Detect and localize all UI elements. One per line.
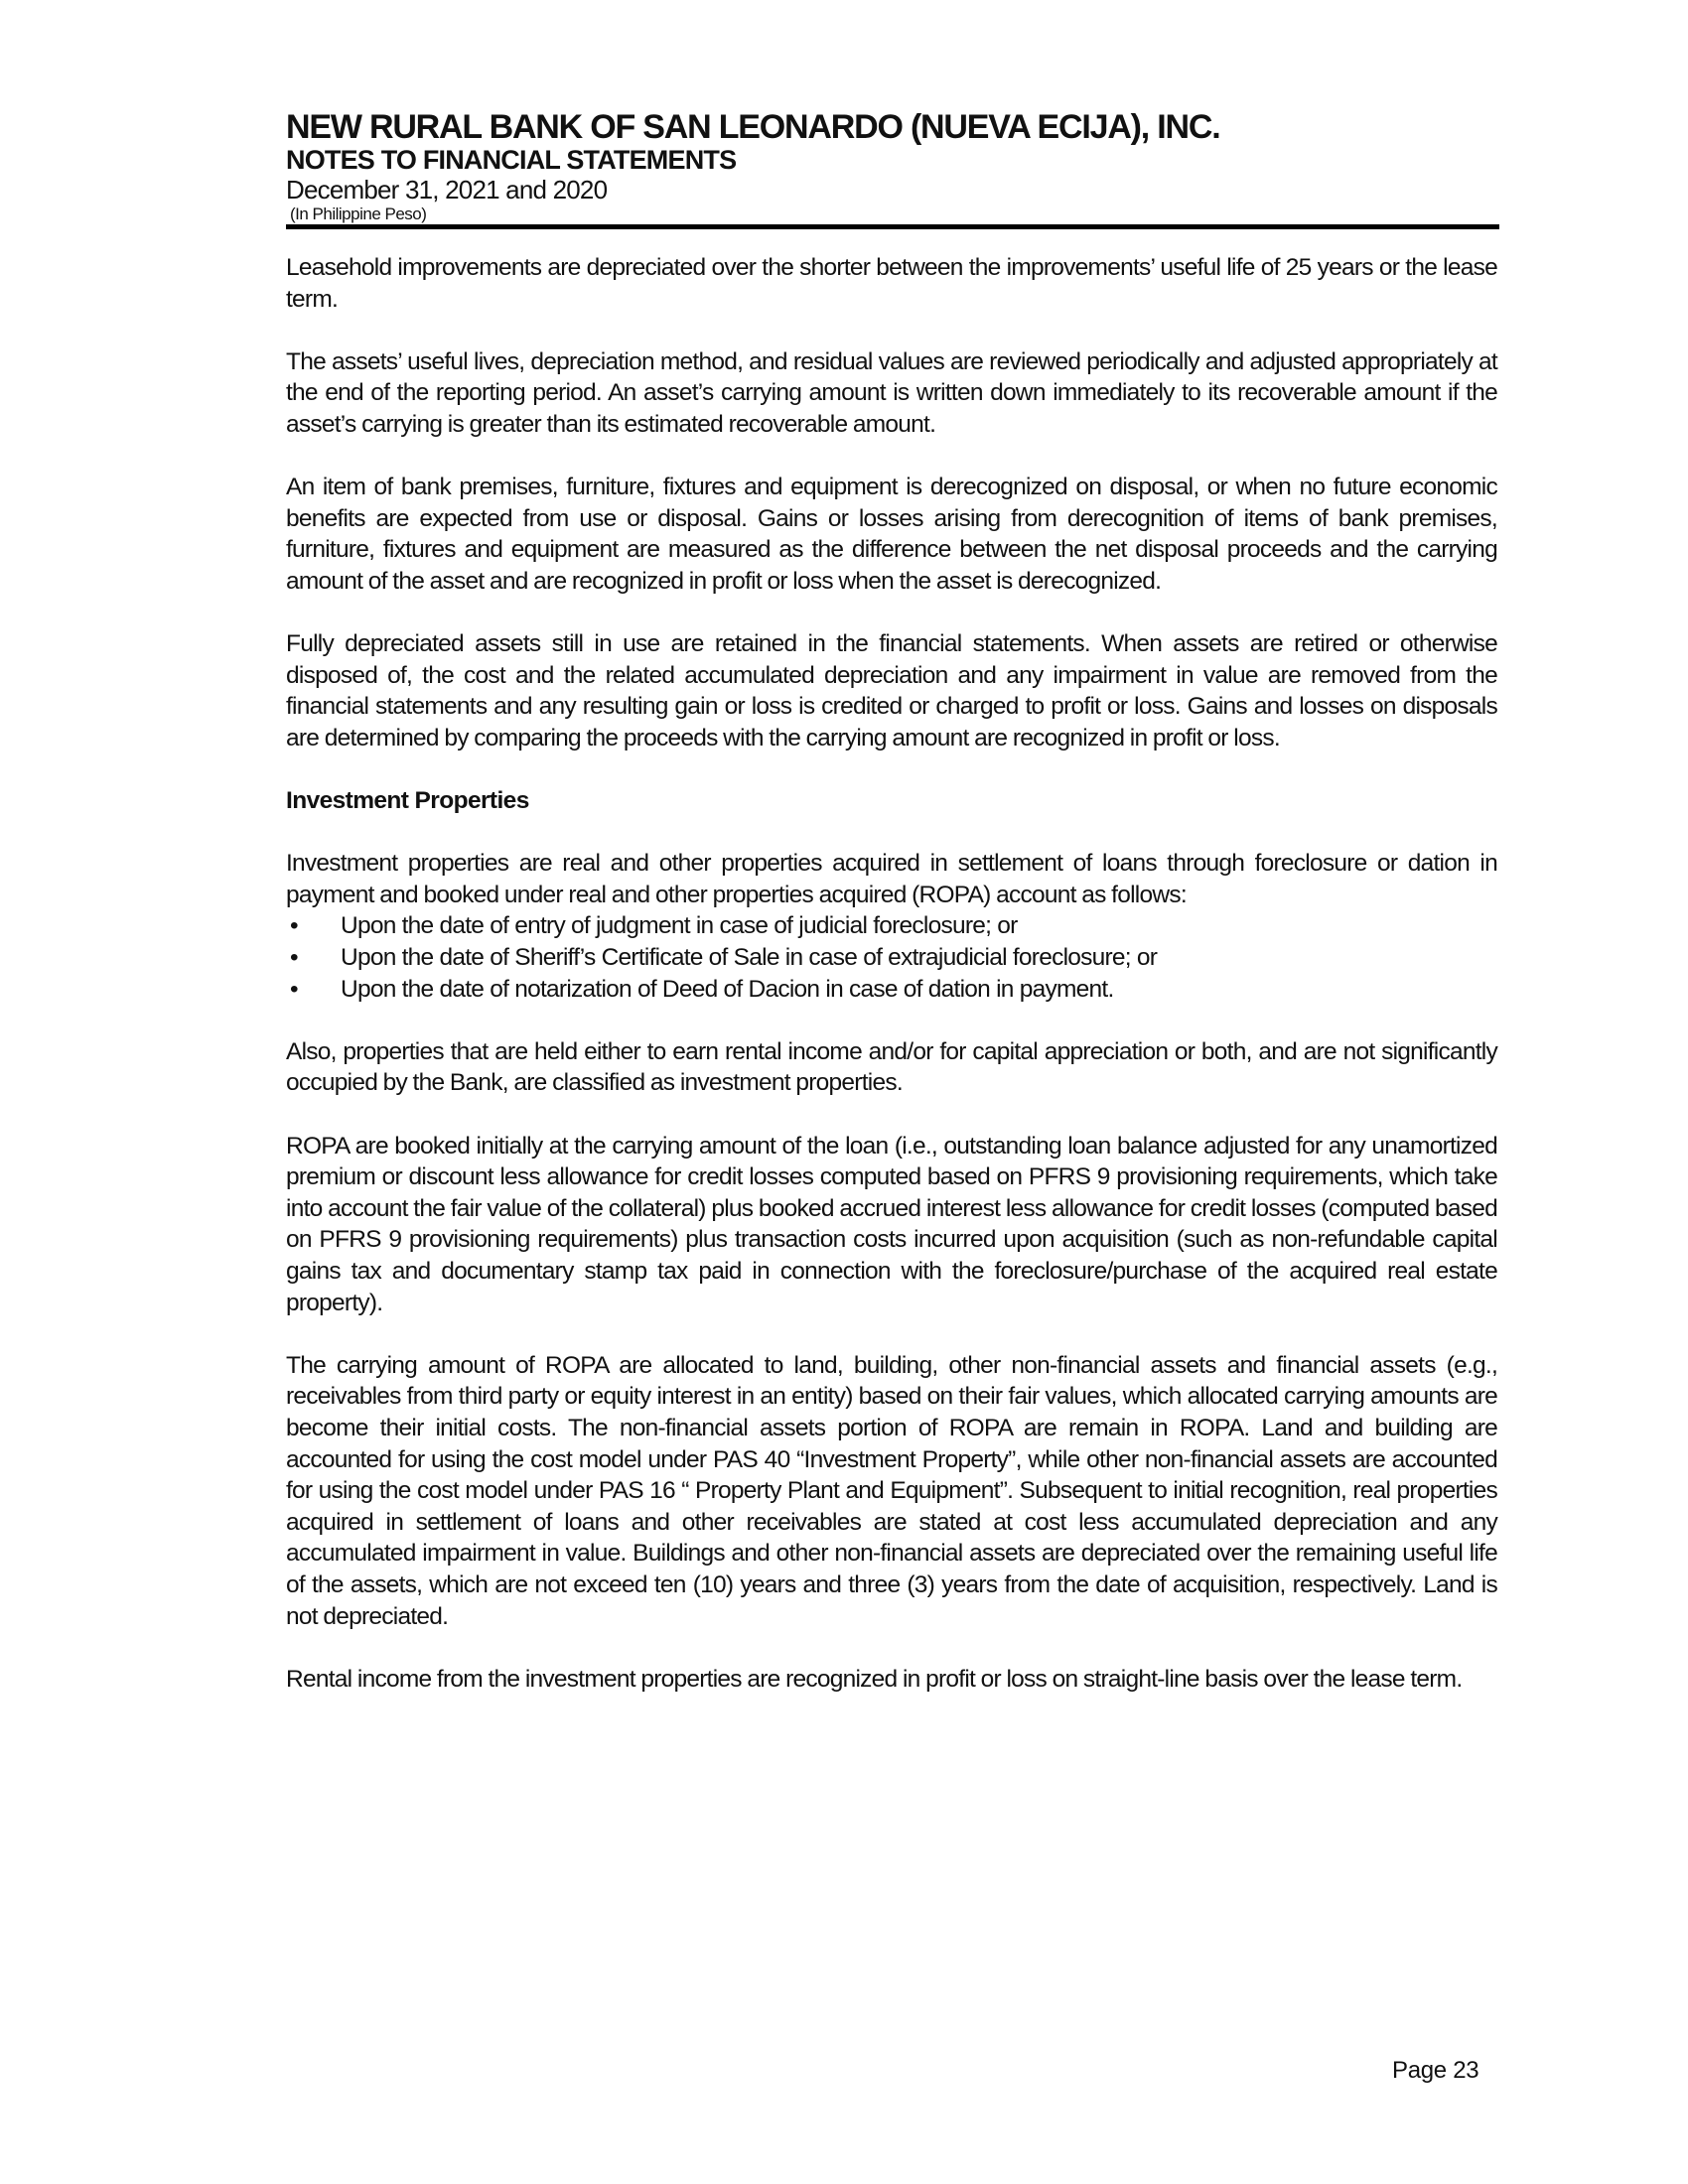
bullet-icon: • <box>290 912 298 940</box>
list-item-text: Upon the date of Sheriff’s Certificate of Sale in case of extrajudicial foreclosure; or <box>341 944 1158 972</box>
paragraph-spacer <box>286 315 1497 346</box>
bullet-list-booking-dates <box>286 910 1497 1005</box>
page-number: Page 23 <box>1392 2057 1479 2084</box>
list-item <box>286 910 1497 942</box>
paragraph-fully-depreciated: Fully depreciated assets still in use are retained in the financial statements. When assets are retired or otherwise disposed of, the cost and the related accumulated depreciation and any impairment in value are removed from the financial statements and any resulting gain or loss is credited or charged to profit or loss. Gains and losses on disposals are determined by comparing the proceeds with the carrying amount are recognized in profit or loss. <box>286 630 1497 751</box>
paragraph-also: Also, properties that are held either to earn rental income and/or for capital appreciation or both, and are not significantly occupied by the Bank, are classified as investment properties. <box>286 1037 1497 1097</box>
paragraph-leasehold: Leasehold improvements are depreciated over the shorter between the improvements’ useful life of 25 years or the lease term. <box>286 254 1497 313</box>
paragraph-derecognition: An item of bank premises, furniture, fixtures and equipment is derecognized on disposal, or when no future economic benefits are expected from use or disposal. Gains or losses arising from derecognition of items of bank premises, furniture, fixtures and equipment are measured as the difference between the net disposal proceeds and the carrying amount of the asset and are recognized in profit or loss when the asset is derecognized. <box>286 474 1497 595</box>
currency-note: (In Philippine Peso) <box>290 205 427 223</box>
paragraph-useful-lives: The assets’ useful lives, depreciation method, and residual values are reviewed periodically and adjusted appropriately at the end of the reporting period. An asset’s carrying amount is written down immediately to its recoverable amount if the asset’s carrying is greater than its estimated recoverable amount. <box>286 347 1497 438</box>
list-item-text: Upon the date of notarization of Deed of Dacion in case of dation in payment. <box>341 975 1114 1003</box>
bullet-icon: • <box>290 975 298 1003</box>
paragraph-ropa-allocation: The carrying amount of ROPA are allocated to land, building, other non-financial assets and financial assets (e.g., receivables from third party or equity interest in an entity) based on their fair values, which allocated carrying amounts are become their initial costs. The non-financial assets portion of ROPA are remain in ROPA. Land and building are accounted for using the cost model under PAS 40 “Investment Property”, while other non-financial assets are accounted for using the cost model under PAS 16 “ Property Plant and Equipment”. Subsequent to initial recognition, real properties acquired in settlement of loans and other receivables are stated at cost less accumulated depreciation and any accumulated impairment in value. Buildings and other non-financial assets are depreciated over the remaining useful life of the assets, which are not exceed ten (10) years and three (3) years from the date of acquisition, respectively. Land is not depreciated. <box>286 1351 1497 1630</box>
paragraph-spacer <box>286 1005 1497 1036</box>
paragraph-spacer <box>286 817 1497 849</box>
paragraph-spacer <box>286 1318 1497 1350</box>
paragraph-spacer <box>286 1099 1497 1131</box>
document-body <box>286 252 1497 1695</box>
paragraph-investment-intro: Investment properties are real and other properties acquired in settlement of loans through foreclosure or dation in payment and booked under real and other properties acquired (ROPA) account as follows: <box>286 850 1497 908</box>
reporting-period: December 31, 2021 and 2020 <box>286 175 608 205</box>
bullet-icon: • <box>290 944 298 972</box>
paragraph-ropa-initial: ROPA are booked initially at the carrying amount of the loan (i.e., outstanding loan balance adjusted for any unamortized premium or discount less allowance for credit losses computed based on PFRS 9 provisioning requirements, which take into account the fair value of the collateral) plus booked accrued interest less allowance for credit losses (computed based on PFRS 9 provisioning requirements) plus transaction costs incurred upon acquisition (such as non-refundable capital gains tax and documentary stamp tax paid in connection with the foreclosure/purchase of the acquired real estate property). <box>286 1132 1497 1316</box>
section-heading-investment-properties: Investment Properties <box>286 787 529 815</box>
list-item <box>286 942 1497 974</box>
paragraph-spacer <box>286 1632 1497 1664</box>
paragraph-spacer <box>286 598 1497 629</box>
document-title: NOTES TO FINANCIAL STATEMENTS <box>286 145 737 175</box>
page-header <box>286 109 1499 224</box>
paragraph-spacer <box>286 441 1497 473</box>
list-item <box>286 974 1497 1006</box>
paragraph-rental-income: Rental income from the investment properties are recognized in profit or loss on straight-line basis over the lease term. <box>286 1665 1463 1693</box>
list-item-text: Upon the date of entry of judgment in case of judicial foreclosure; or <box>341 912 1018 940</box>
paragraph-spacer <box>286 754 1497 786</box>
company-name: NEW RURAL BANK OF SAN LEONARDO (NUEVA ECIJA), INC. <box>286 108 1220 146</box>
header-divider <box>286 224 1499 229</box>
